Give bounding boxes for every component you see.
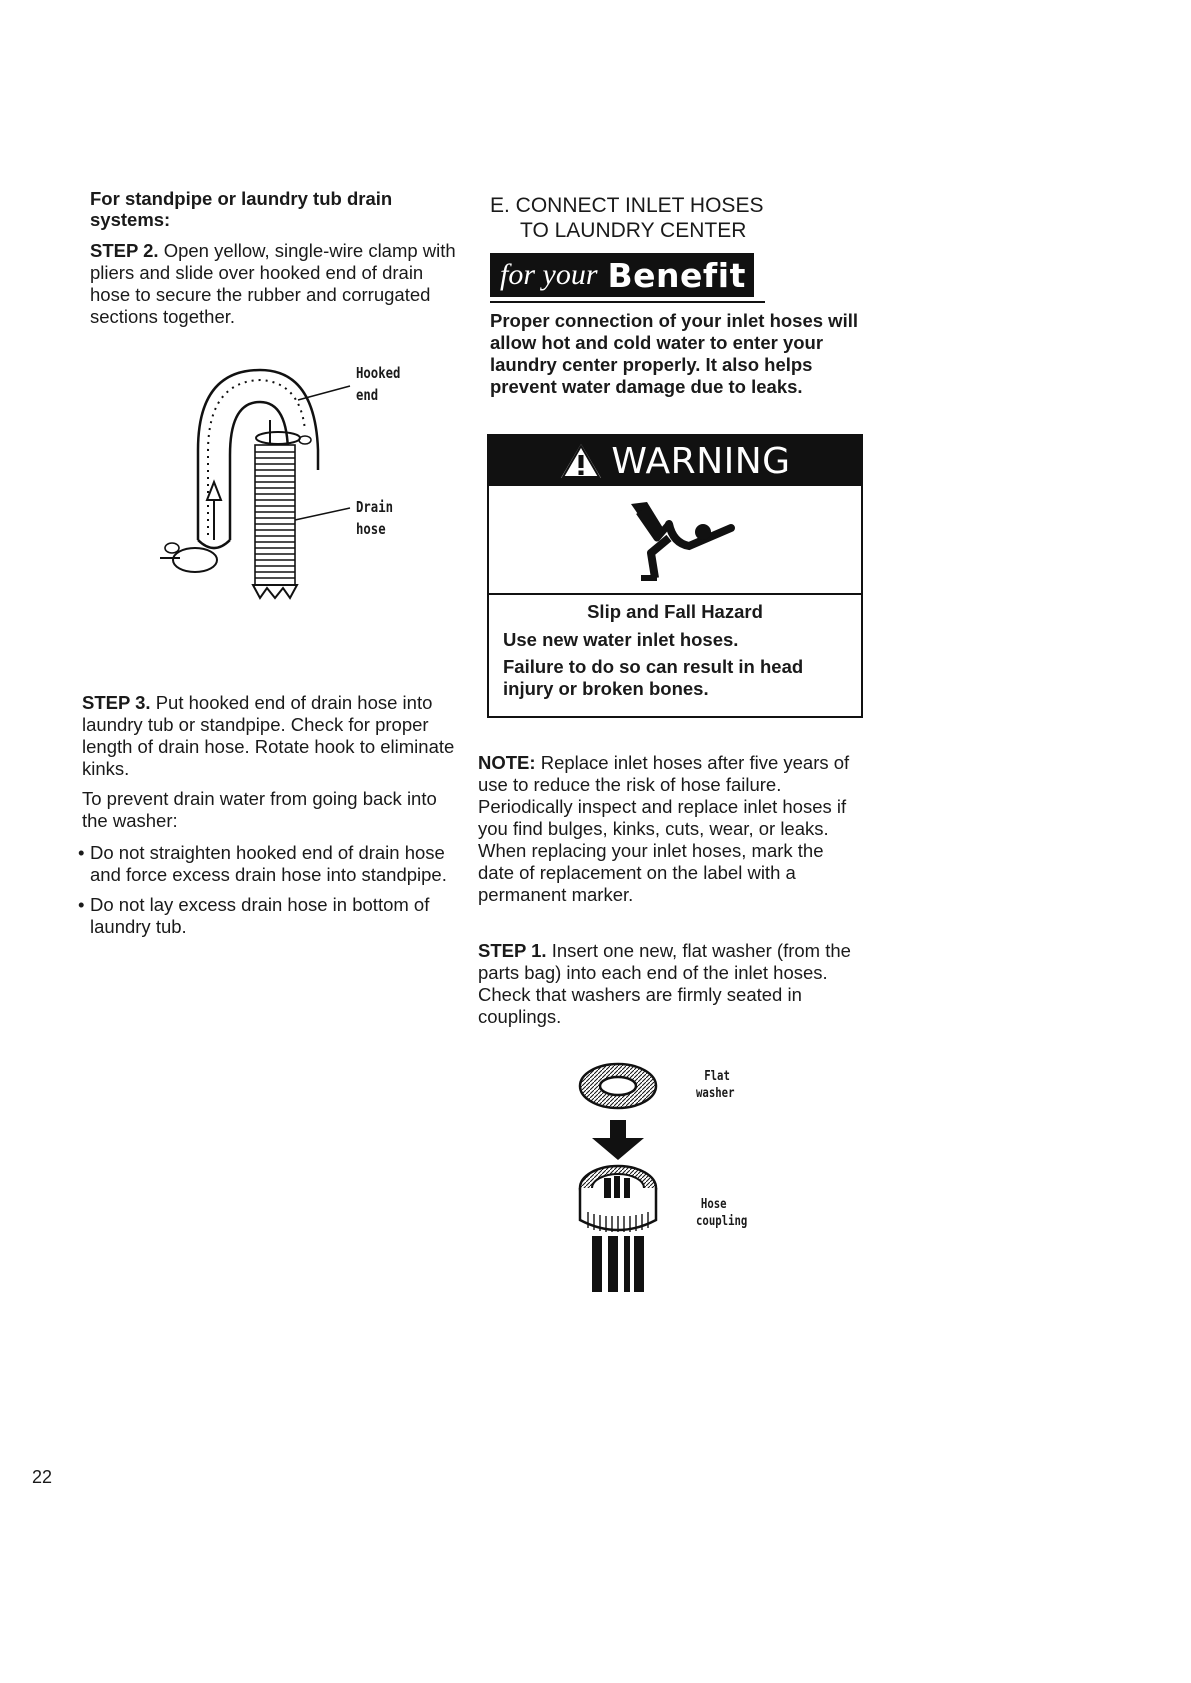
prevent-backflow-text: To prevent drain water from going back into the washer: [82,788,437,831]
step-1-text: Insert one new, flat washer (from the parts bag) into each end of the inlet hoses. Check that washers are firmly seated in couplings. [478,940,851,1027]
note-paragraph [478,752,863,906]
warning-body [503,629,853,705]
hooked-end-label: Hooked end [356,364,401,404]
warning-header: WARNING [489,436,861,486]
warning-divider [489,593,861,595]
step-3-paragraph [82,692,457,780]
warning-box [487,434,863,718]
flat-washer-label: Flat washer [696,1069,735,1101]
benefit-underline [490,301,765,303]
bullet-list [78,842,463,946]
bullet-item: • Do not straighten hooked end of drain hose and force excess drain hose into standpipe. [78,842,463,886]
washer-coupling-illustration [570,1050,680,1295]
warning-line-2: Failure to do so can result in head injury or broken bones. [503,656,804,699]
step-2-paragraph [90,240,465,328]
benefit-text: Proper connection of your inlet hoses will allow hot and cold water to enter your laundry center properly. It also helps prevent water damage due to leaks. [490,310,858,397]
section-title: E. CONNECT INLET HOSES TO LAUNDRY CENTER [490,194,764,242]
step-3-text: Put hooked end of drain hose into laundry tub or standpipe. Check for proper length of drain hose. Rotate hook to eliminate kinks. [82,692,455,779]
note-label: NOTE: [478,752,536,773]
warning-line-1: Use new water inlet hoses. [503,629,739,650]
warning-hazard-title: Slip and Fall Hazard [587,601,763,622]
drain-hose-illustration [150,360,450,635]
note-text: Replace inlet hoses after five years of use to reduce the risk of hose failure. Periodically inspect and replace inlet hoses if you find bulges, kinks, cuts, wear, or leaks. When replacing your inlet hoses, mark the date of replacement on the label with a permanent marker. [478,752,850,905]
step-2-label: STEP 2. [90,240,159,261]
page-number: 22 [32,1467,53,1487]
slip-fall-person-icon [611,498,751,586]
hose-coupling-label: Hose coupling [696,1197,748,1229]
bullet-item: • Do not lay excess drain hose in bottom of laundry tub. [78,894,463,938]
for-your-benefit-banner: for your Benefit [490,253,754,297]
step-3-label: STEP 3. [82,692,151,713]
drain-hose-label: Drain hose [356,498,394,538]
step-2-text: Open yellow, single-wire clamp with pliers and slide over hooked end of drain hose to secure the rubber and corrugated sections together. [90,240,456,327]
step-1-label: STEP 1. [478,940,547,961]
step-1-paragraph [478,940,853,1028]
drain-systems-heading: For standpipe or laundry tub drain systems: [90,188,393,230]
warning-triangle-icon [559,442,603,480]
